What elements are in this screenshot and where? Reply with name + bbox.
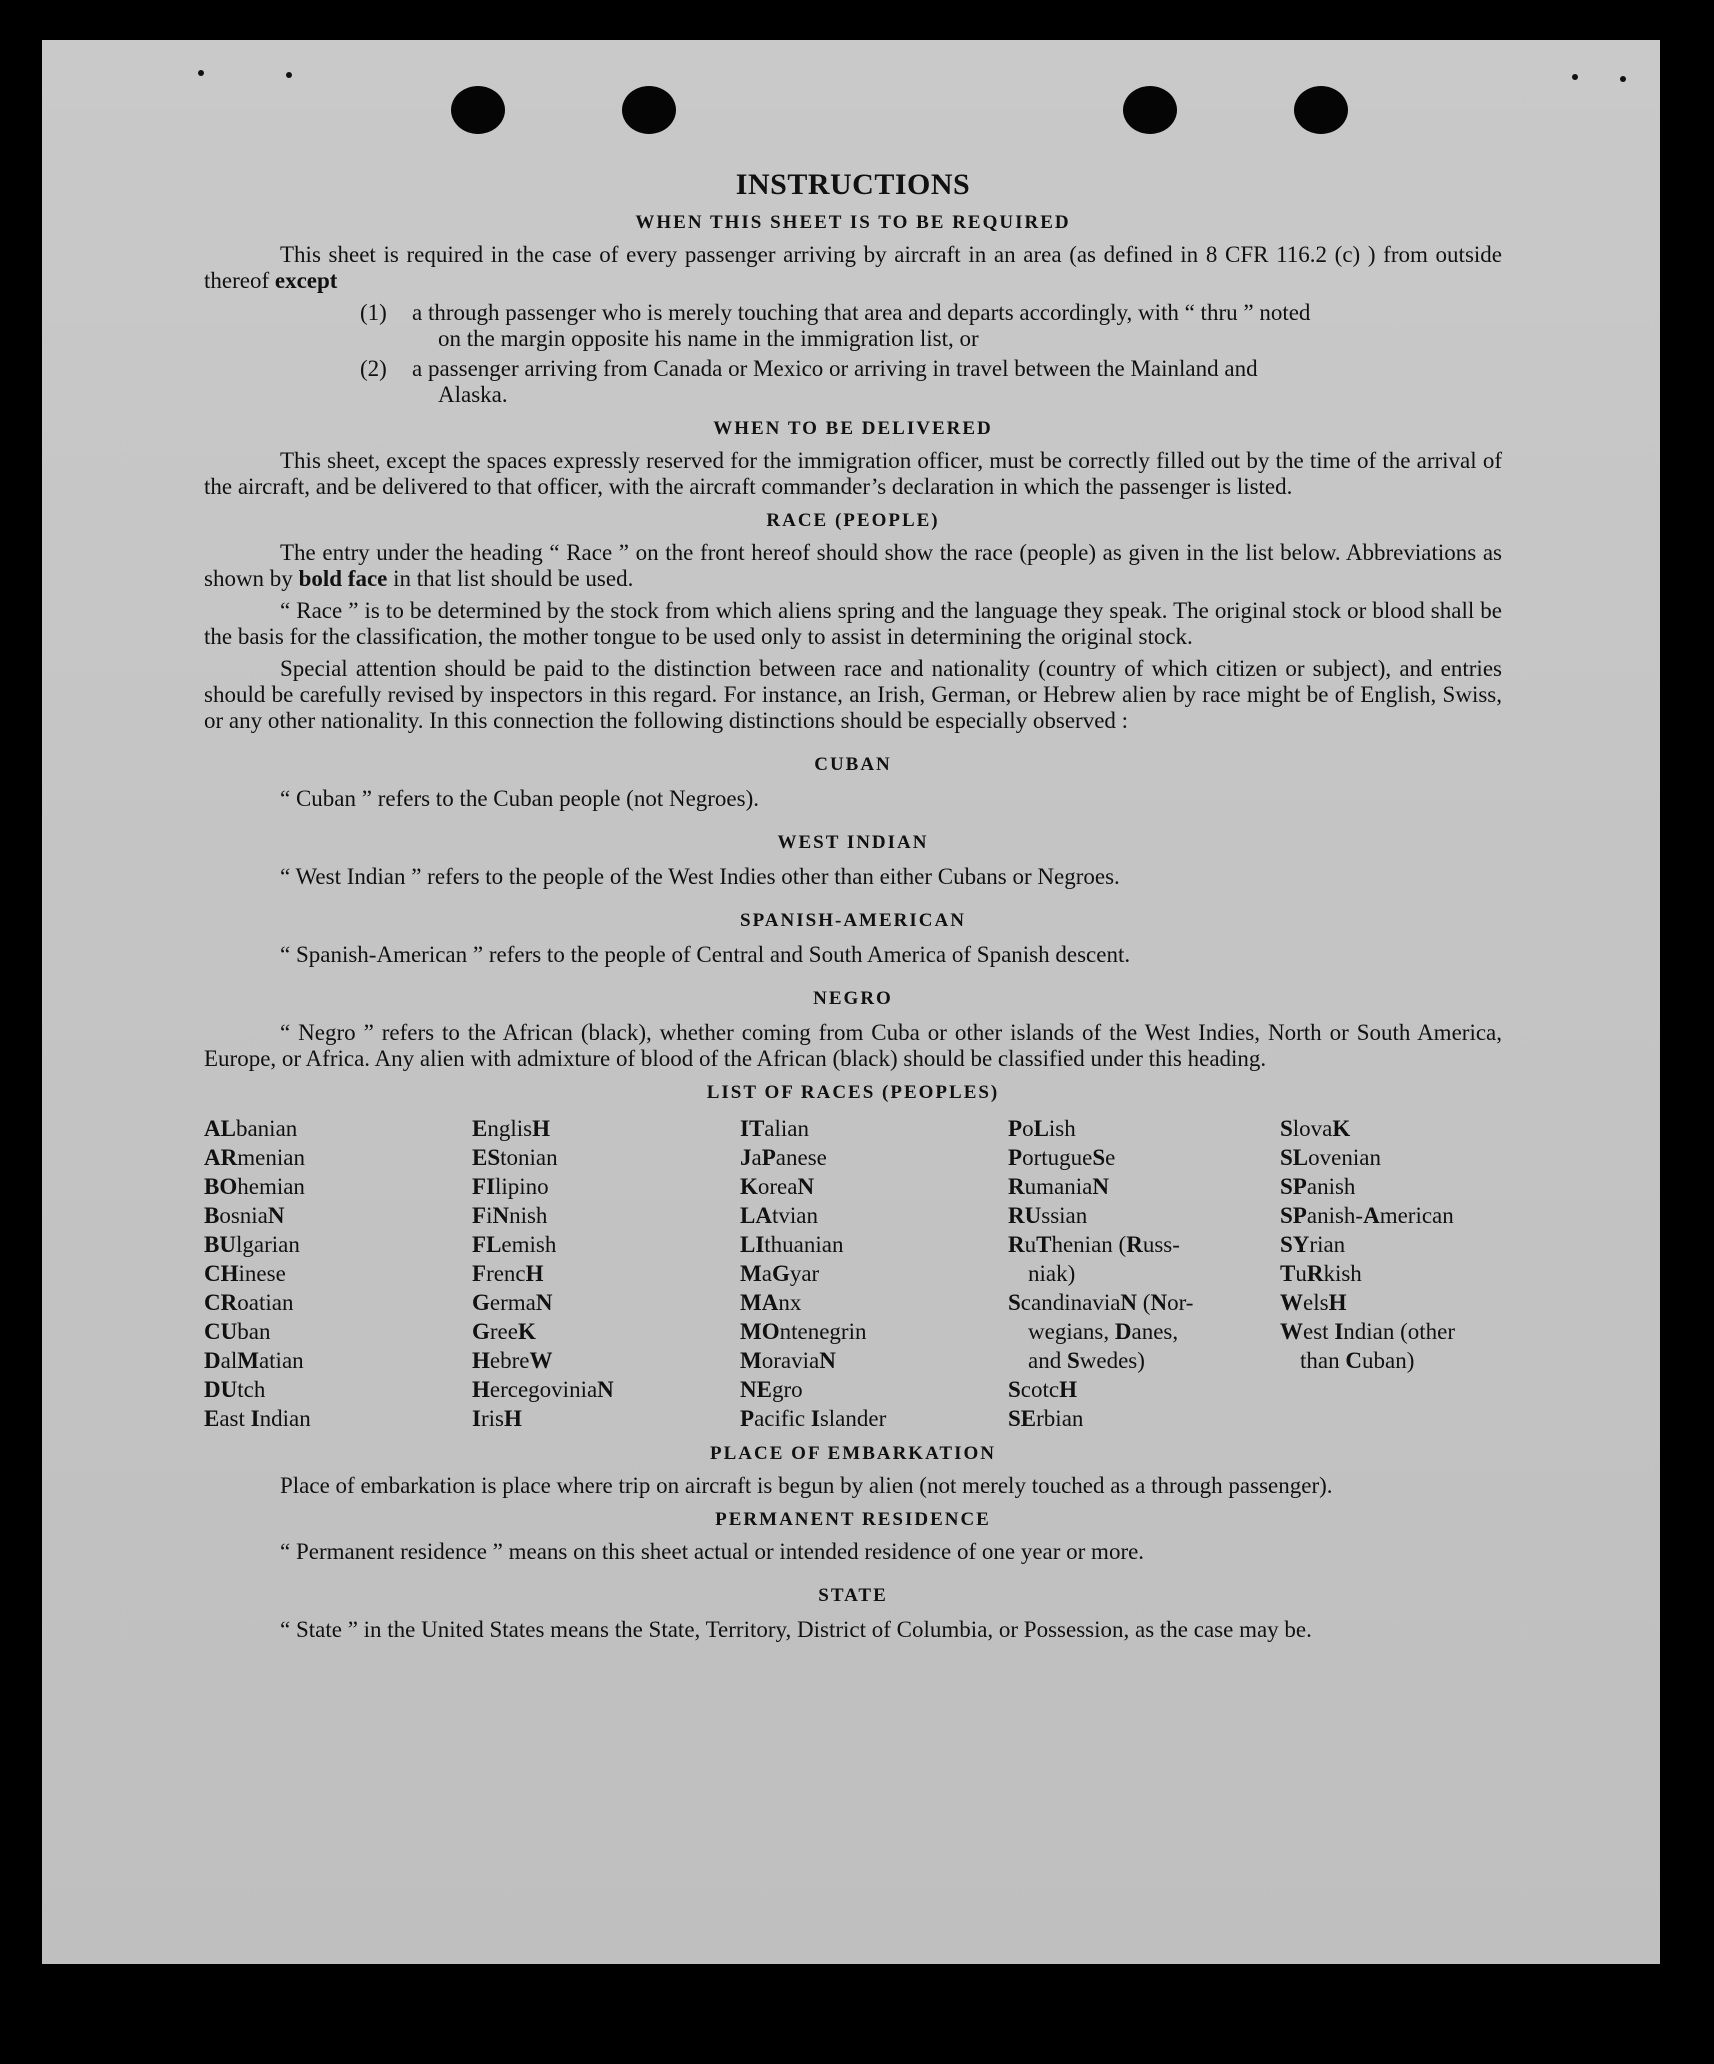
punch-hole — [451, 86, 505, 134]
exception-item-1: (1) a through passenger who is merely touching that area and departs accordingly, with “ thru ” noted on the margin opposite his name in the immigration list, or — [360, 300, 1311, 351]
speck — [286, 72, 292, 78]
races-column-1 — [204, 1114, 472, 1433]
race-item: LIthuanian — [740, 1232, 844, 1257]
race-item: NEgro — [740, 1377, 803, 1402]
heading-negro: NEGRO — [813, 988, 893, 1009]
race-item: MaGyar — [740, 1261, 820, 1286]
race-item: FIlipino — [472, 1174, 549, 1199]
heading-race: RACE (PEOPLE) — [766, 510, 940, 531]
race-item: PoLish — [1008, 1116, 1076, 1141]
race-item: HercegoviniaN — [472, 1377, 614, 1402]
spanish-american-definition: “ Spanish-American ” refers to the people of Central and South America of Spanish descent. — [280, 942, 1131, 967]
speck — [1620, 76, 1626, 82]
race-item: CHinese — [204, 1261, 286, 1286]
delivered-text: This sheet, except the spaces expressly reserved for the immigration officer, must be correctly filled out by the time of the arrival of the aircraft, and be delivered to that officer, with the aircraft commander’s declaration in which the passenger is listed. — [204, 448, 1502, 499]
race-item: WelsH — [1280, 1290, 1347, 1315]
page-title: INSTRUCTIONS — [735, 168, 971, 201]
heading-spanish-american: SPANISH-AMERICAN — [740, 910, 966, 931]
negro-definition: “ Negro ” refers to the African (black), whether coming from Cuba or other islands of the West Indies, North or South America, Europe, or Africa. Any alien with admixture of blood of the African (black) should be classified under this heading. — [204, 1020, 1502, 1071]
instructions-content — [204, 168, 1502, 1649]
race-item: FiNnish — [472, 1203, 548, 1228]
race-item: East Indian — [204, 1406, 311, 1431]
state-text: “ State ” in the United States means the State, Territory, District of Columbia, or Possession, as the case may be. — [280, 1617, 1312, 1642]
race-item: JaPanese — [740, 1145, 827, 1170]
heading-when-required: WHEN THIS SHEET IS TO BE REQUIRED — [635, 212, 1071, 233]
heading-state: STATE — [818, 1585, 888, 1606]
speck — [198, 70, 204, 76]
race-item: IrisH — [472, 1406, 522, 1431]
race-item: CUban — [204, 1319, 271, 1344]
race-item: RumaniaN — [1008, 1174, 1109, 1199]
race-item: West Indian (other — [1280, 1319, 1456, 1344]
race-item: BOhemian — [204, 1174, 305, 1199]
race-item: CRoatian — [204, 1290, 294, 1315]
required-intro: This sheet is required in the case of every passenger arriving by aircraft in an area (as defined in 8 CFR 116.2 (c) ) from outside thereof except — [204, 242, 1502, 293]
race-item: PortugueSe — [1008, 1145, 1116, 1170]
race-item: KoreaN — [740, 1174, 815, 1199]
race-item: ALbanian — [204, 1116, 298, 1141]
race-item: ITalian — [740, 1116, 809, 1141]
race-item: GermaN — [472, 1290, 553, 1315]
race-item: FLemish — [472, 1232, 557, 1257]
races-list — [204, 1114, 1502, 1433]
races-column-4 — [1008, 1114, 1280, 1433]
heading-place-of-embarkation: PLACE OF EMBARKATION — [710, 1443, 996, 1464]
race-item: EnglisH — [472, 1116, 550, 1141]
race-item: HebreW — [472, 1348, 553, 1373]
race-item: TuRkish — [1280, 1261, 1362, 1286]
race-item: ARmenian — [204, 1145, 305, 1170]
punch-hole — [1294, 86, 1348, 134]
race-item: SPanish — [1280, 1174, 1356, 1199]
race-item: BUlgarian — [204, 1232, 300, 1257]
race-item: Pacific Islander — [740, 1406, 887, 1431]
race-item-continuation: niak) — [1028, 1261, 1076, 1286]
residence-text: “ Permanent residence ” means on this sheet actual or intended residence of one year or more. — [280, 1539, 1145, 1564]
race-item: MAnx — [740, 1290, 802, 1315]
race-item: MoraviaN — [740, 1348, 836, 1373]
race-item: SErbian — [1008, 1406, 1084, 1431]
race-paragraph-1: The entry under the heading “ Race ” on the front hereof should show the race (people) as given in the list below. Abbreviations as shown by bold face in that list should be used. — [204, 540, 1502, 591]
race-item: FrencH — [472, 1261, 544, 1286]
heading-cuban: CUBAN — [814, 754, 892, 775]
races-column-2 — [472, 1114, 740, 1433]
exception-item-2: (2) a passenger arriving from Canada or Mexico or arriving in travel between the Mainland and Alaska. — [360, 356, 1258, 407]
race-item: SlovaK — [1280, 1116, 1351, 1141]
race-item: SYrian — [1280, 1232, 1346, 1257]
race-item: GreeK — [472, 1319, 536, 1344]
race-item: EStonian — [472, 1145, 558, 1170]
race-item-continuation: wegians, Danes, — [1028, 1319, 1179, 1344]
race-item: SLovenian — [1280, 1145, 1381, 1170]
race-paragraph-2: “ Race ” is to be determined by the stock from which aliens spring and the language they speak. The original stock or blood shall be the basis for the classification, the mother tongue to be used only to assist in determining the original stock. — [204, 598, 1502, 649]
document-sheet — [42, 40, 1660, 1964]
race-item: BosniaN — [204, 1203, 285, 1228]
embarkation-text: Place of embarkation is place where trip on aircraft is begun by alien (not merely touched as a through passenger). — [280, 1473, 1333, 1498]
race-item: DUtch — [204, 1377, 266, 1402]
race-item: ScotcH — [1008, 1377, 1077, 1402]
west-indian-definition: “ West Indian ” refers to the people of the West Indies other than either Cubans or Negroes. — [280, 864, 1120, 889]
heading-west-indian: WEST INDIAN — [777, 832, 929, 853]
race-item: DalMatian — [204, 1348, 304, 1373]
heading-list-of-races: LIST OF RACES (PEOPLES) — [706, 1082, 1000, 1103]
heading-when-delivered: WHEN TO BE DELIVERED — [713, 418, 993, 439]
race-item: ScandinaviaN (Nor- — [1008, 1290, 1194, 1315]
heading-permanent-residence: PERMANENT RESIDENCE — [715, 1509, 991, 1530]
punch-hole — [622, 86, 676, 134]
speck — [1572, 74, 1578, 80]
race-item: RUssian — [1008, 1203, 1088, 1228]
race-item: RuThenian (Russ- — [1008, 1232, 1180, 1257]
race-item-continuation: and Swedes) — [1028, 1348, 1145, 1373]
race-item-continuation: than Cuban) — [1300, 1348, 1415, 1373]
cuban-definition: “ Cuban ” refers to the Cuban people (not Negroes). — [280, 786, 760, 811]
race-item: LAtvian — [740, 1203, 818, 1228]
race-item: SPanish-American — [1280, 1203, 1454, 1228]
race-paragraph-3: Special attention should be paid to the distinction between race and nationality (country of which citizen or subject), and entries should be carefully revised by inspectors in this regard. For instance, an Irish, German, or Hebrew alien by race might be of English, Swiss, or any other nationality. In this connection the following distinctions should be especially observed : — [204, 656, 1502, 733]
races-column-5 — [1280, 1114, 1502, 1433]
races-column-3 — [740, 1114, 1008, 1433]
punch-hole — [1123, 86, 1177, 134]
race-item: MOntenegrin — [740, 1319, 867, 1344]
